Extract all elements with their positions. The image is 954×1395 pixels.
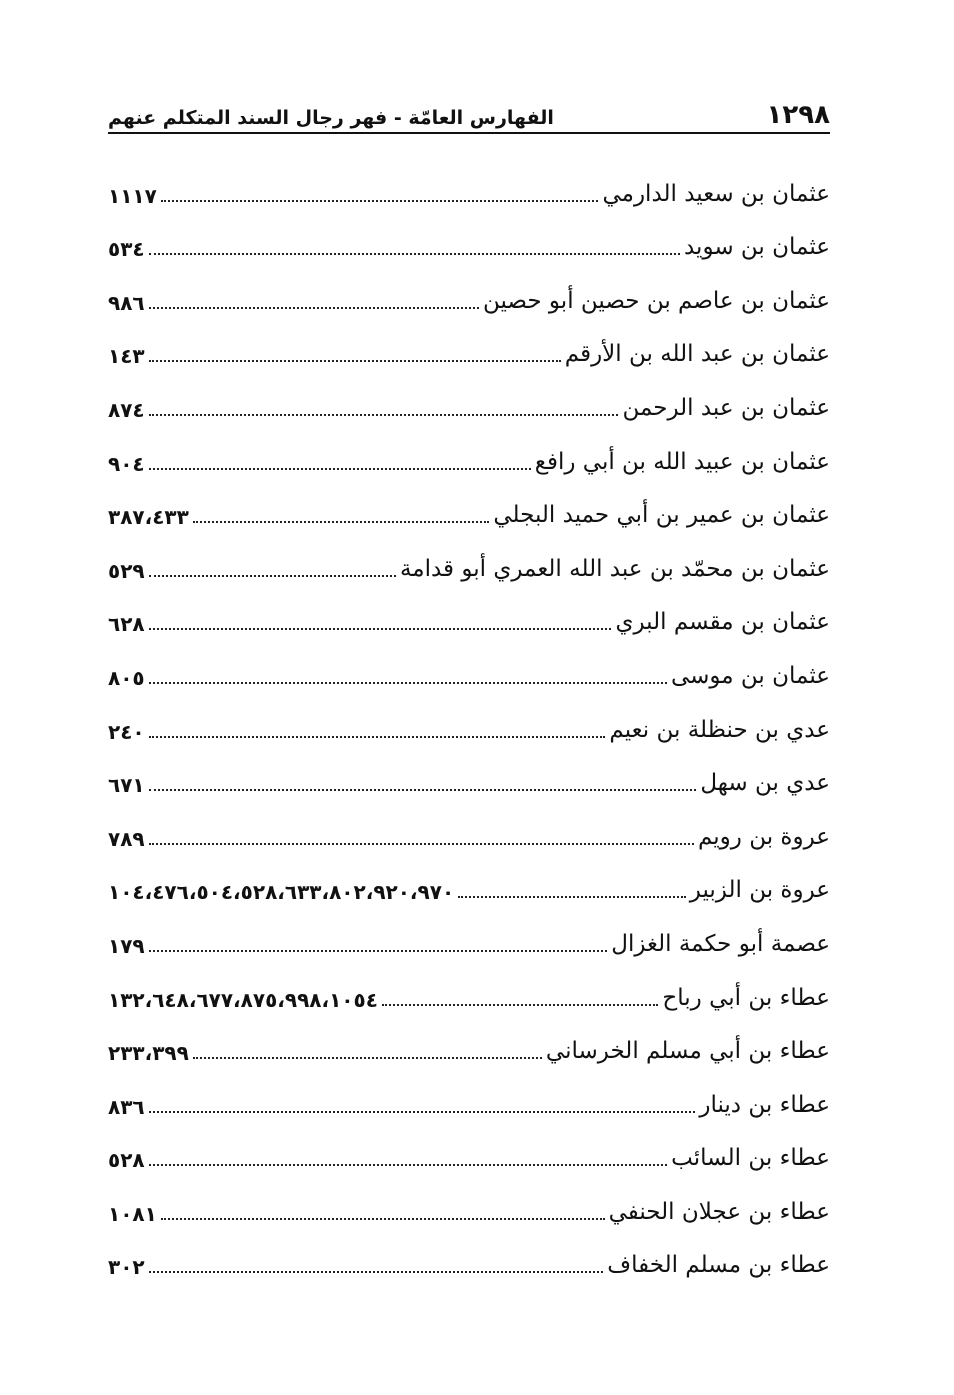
entry-pages: ٦٢٨ <box>108 612 145 637</box>
dot-leader <box>149 682 667 684</box>
entry-pages: ١٤٣ <box>108 344 145 369</box>
entry-pages: ٥٢٨ <box>108 1148 145 1173</box>
index-entry <box>108 162 830 216</box>
entry-name: عثمان بن عبيد الله بن أبي رافع <box>534 448 830 475</box>
entry-name: عدي بن سهل <box>700 770 830 797</box>
entry-pages: ٥٢٩ <box>108 558 145 583</box>
page-number: ١٢٩٨ <box>766 100 830 130</box>
entry-name: عثمان بن عبد الرحمن <box>622 394 830 421</box>
entry-name: عثمان بن سعيد الدارمي <box>602 180 830 207</box>
entry-pages: ٥٣٤ <box>108 237 145 262</box>
entry-name: عثمان بن عمير بن أبي حميد البجلي <box>493 502 830 529</box>
dot-leader <box>193 1057 542 1059</box>
index-entry <box>108 537 830 591</box>
dot-leader <box>149 1111 696 1113</box>
entry-pages: ٨٠٥ <box>108 665 145 690</box>
dot-leader <box>161 1218 605 1220</box>
page-header <box>108 92 830 134</box>
index-entry <box>108 1180 830 1234</box>
index-entry <box>108 912 830 966</box>
index-entry <box>108 966 830 1020</box>
dot-leader <box>149 843 694 845</box>
dot-leader <box>149 1271 604 1273</box>
entry-name: عدي بن حنظلة بن نعيم <box>609 716 830 743</box>
entry-pages: ٢٤٠ <box>108 719 145 744</box>
entry-name: عطاء بن أبي مسلم الخرساني <box>545 1038 830 1065</box>
index-entry <box>108 430 830 484</box>
entry-pages: ١٠٤،٤٧٦،٥٠٤،٥٢٨،٦٣٣،٨٠٢،٩٢٠،٩٧٠ <box>108 880 455 905</box>
index-entry <box>108 859 830 913</box>
dot-leader <box>149 307 479 309</box>
dot-leader <box>149 1164 668 1166</box>
entry-name: عثمان بن سويد <box>683 234 830 261</box>
running-title: الفهارس العامّة - فهر رجال السند المتكلم عنهم <box>108 107 554 129</box>
dot-leader <box>149 360 561 362</box>
index-list <box>108 162 830 1287</box>
dot-leader <box>149 789 697 791</box>
dot-leader <box>149 468 531 470</box>
entry-pages: ٧٨٩ <box>108 826 145 851</box>
entry-pages: ٢٣٣،٣٩٩ <box>108 1041 189 1066</box>
entry-name: عثمان بن عبد الله بن الأرقم <box>564 341 830 368</box>
entry-pages: ١٠٨١ <box>108 1201 157 1226</box>
entry-pages: ١٣٢،٦٤٨،٦٧٧،٨٧٥،٩٩٨،١٠٥٤ <box>108 987 378 1012</box>
entry-pages: ٣٨٧،٤٣٣ <box>108 505 189 530</box>
index-entry <box>108 644 830 698</box>
dot-leader <box>149 253 680 255</box>
entry-pages: ٨٧٤ <box>108 397 145 422</box>
dot-leader <box>149 575 396 577</box>
dot-leader <box>161 200 599 202</box>
entry-name: عثمان بن مقسم البري <box>615 609 830 636</box>
entry-name: عروة بن الزبير <box>689 877 830 904</box>
index-entry <box>108 1234 830 1288</box>
entry-name: عثمان بن موسى <box>670 662 830 689</box>
entry-pages: ٣٠٢ <box>108 1255 145 1280</box>
dot-leader <box>149 950 608 952</box>
index-entry <box>108 752 830 806</box>
dot-leader <box>382 1004 658 1006</box>
index-entry <box>108 269 830 323</box>
entry-name: عطاء بن عجلان الحنفي <box>608 1198 830 1225</box>
entry-name: عطاء بن دينار <box>699 1091 830 1118</box>
index-entry <box>108 484 830 538</box>
entry-name: عطاء بن أبي رباح <box>662 984 830 1011</box>
dot-leader <box>458 896 686 898</box>
entry-name: عروة بن رويم <box>697 823 830 850</box>
index-entry <box>108 1020 830 1074</box>
entry-pages: ٩٨٦ <box>108 290 145 315</box>
entry-name: عصمة أبو حكمة الغزال <box>611 930 830 957</box>
index-entry <box>108 376 830 430</box>
dot-leader <box>149 628 612 630</box>
entry-pages: ٨٣٦ <box>108 1094 145 1119</box>
index-entry <box>108 698 830 752</box>
index-entry <box>108 1073 830 1127</box>
index-entry <box>108 805 830 859</box>
entry-pages: ١١١٧ <box>108 183 157 208</box>
dot-leader <box>149 414 619 416</box>
entry-pages: ٩٠٤ <box>108 451 145 476</box>
entry-name: عطاء بن مسلم الخفاف <box>607 1252 830 1279</box>
index-entry <box>108 591 830 645</box>
entry-name: عثمان بن عاصم بن حصين أبو حصين <box>482 287 830 314</box>
index-entry <box>108 323 830 377</box>
entry-name: عثمان بن محمّد بن عبد الله العمري أبو قدامة <box>399 555 830 582</box>
entry-pages: ١٧٩ <box>108 933 145 958</box>
entry-name: عطاء بن السائب <box>671 1145 830 1172</box>
index-entry <box>108 1127 830 1181</box>
entry-pages: ٦٧١ <box>108 773 145 798</box>
index-entry <box>108 216 830 270</box>
dot-leader <box>149 736 606 738</box>
dot-leader <box>193 521 490 523</box>
